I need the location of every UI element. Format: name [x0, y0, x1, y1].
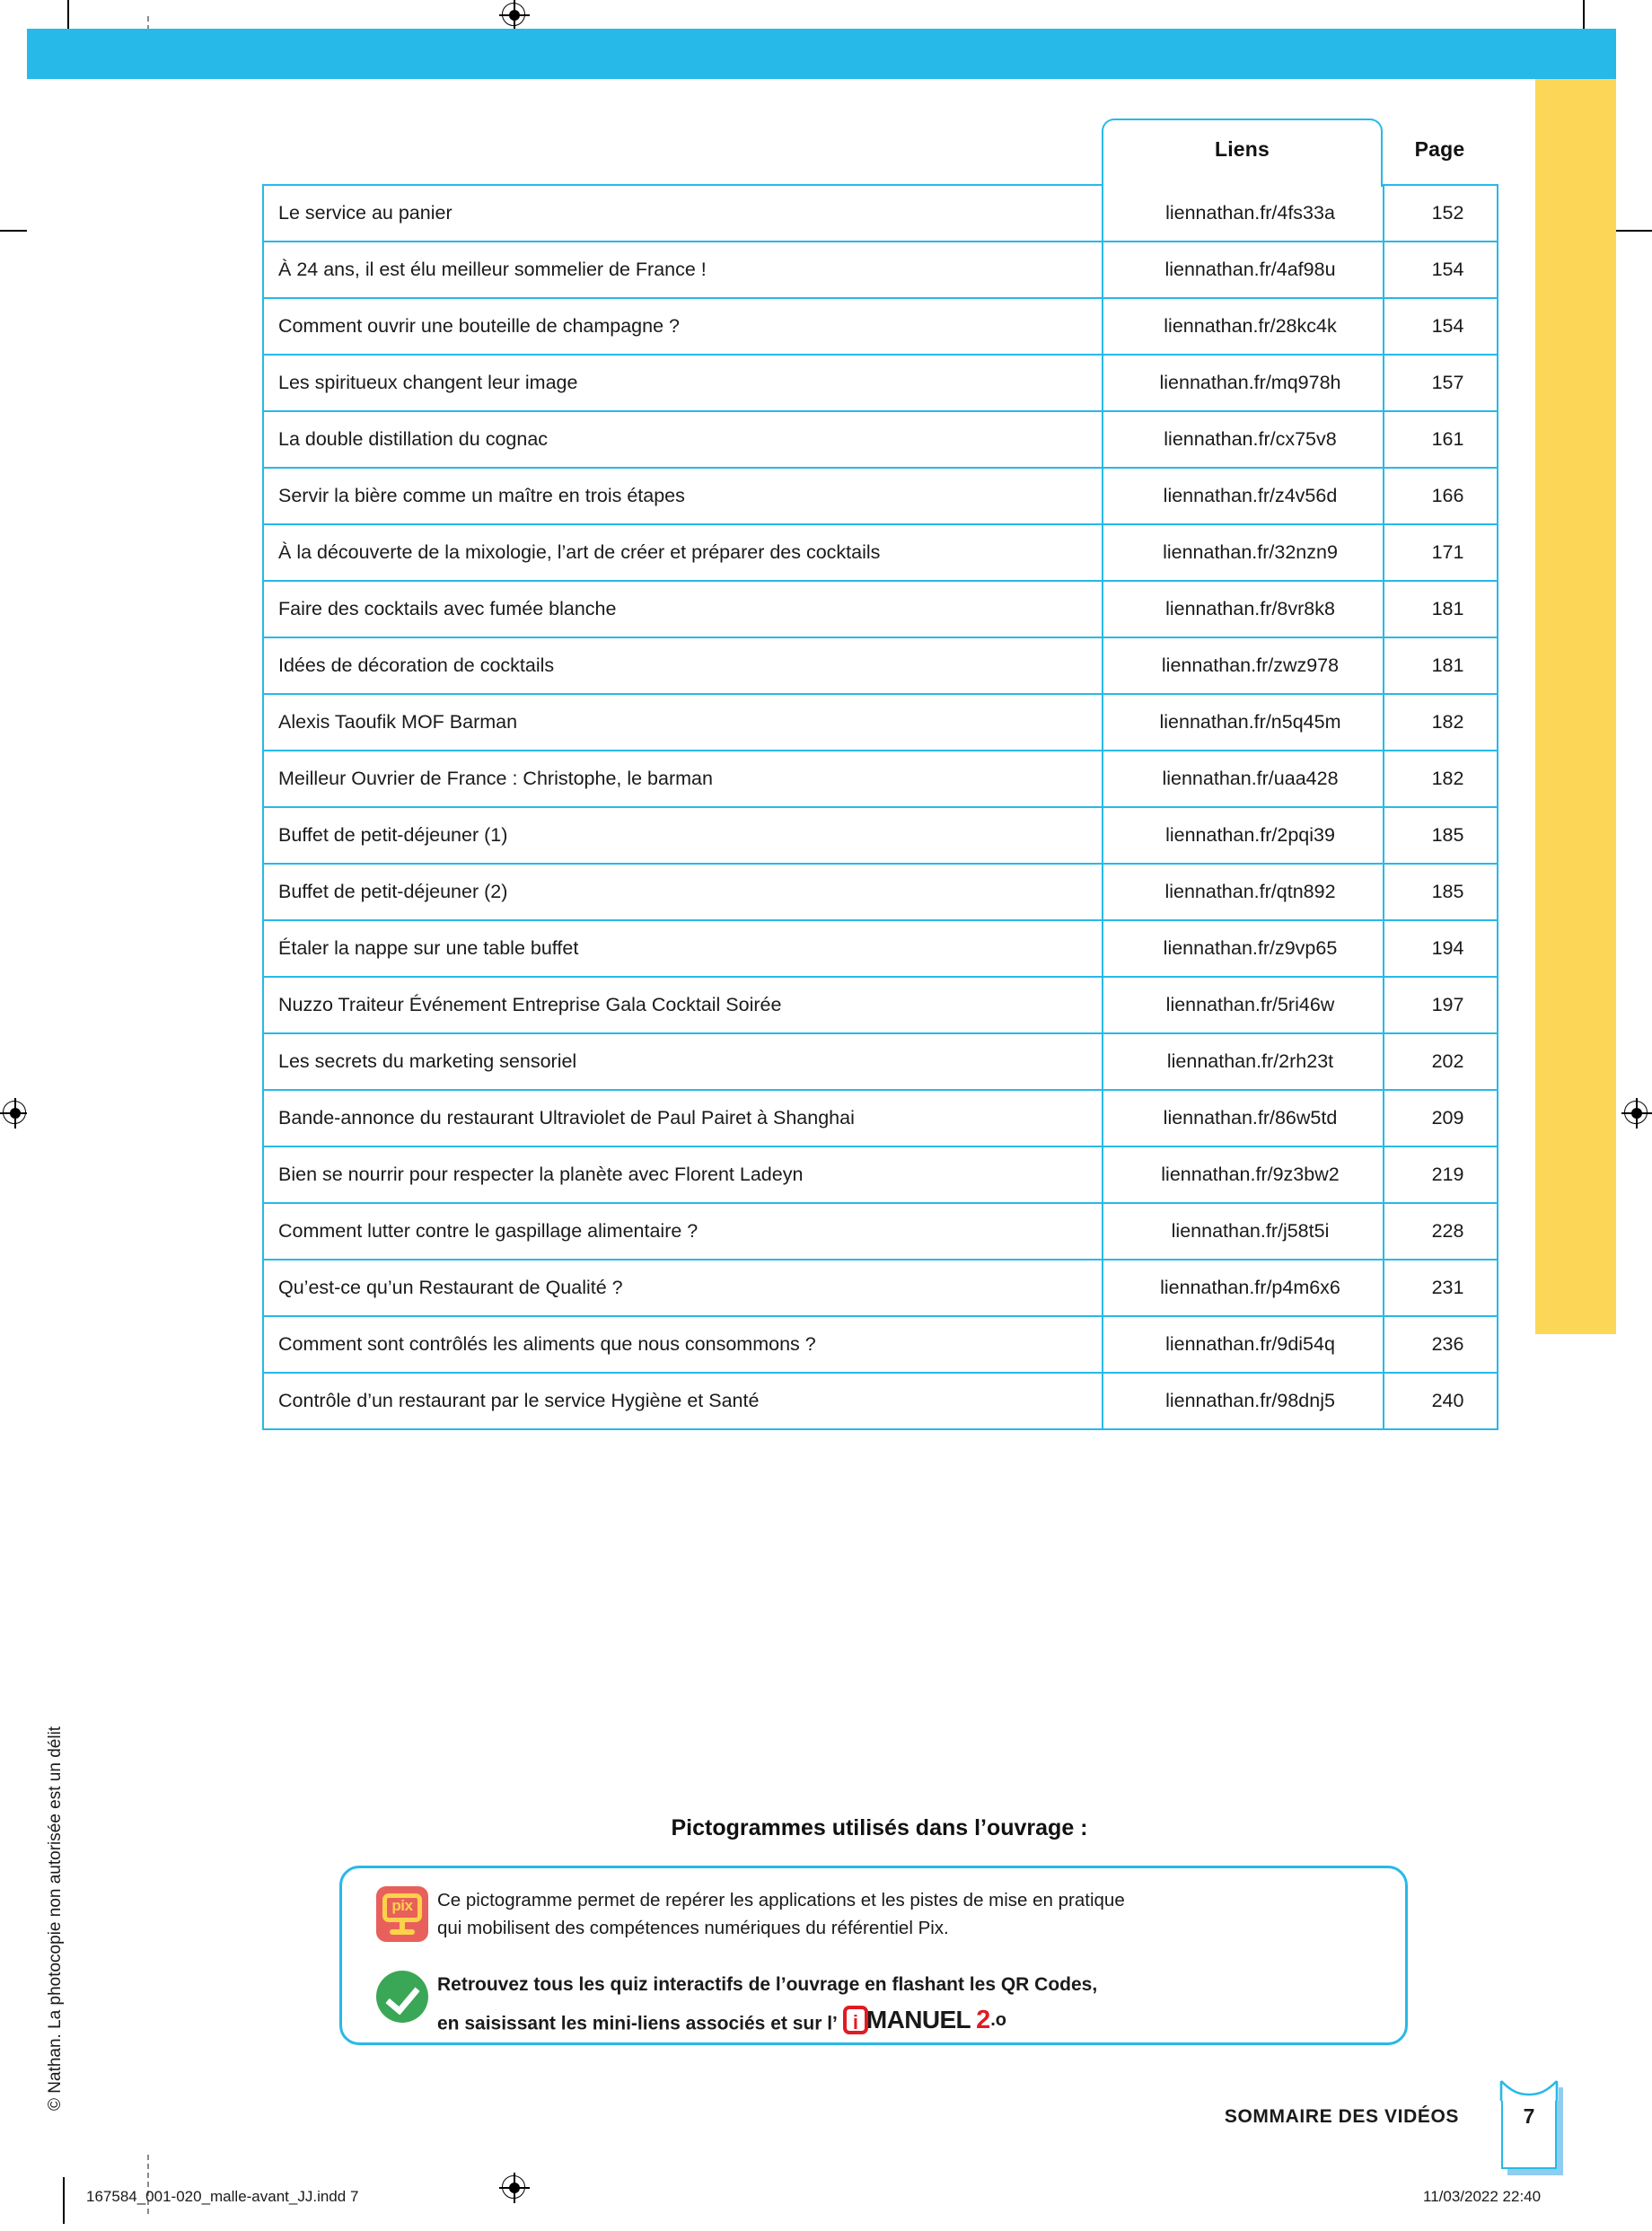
press-file-name: 167584_001-020_malle-avant_JJ.indd 7: [86, 2188, 359, 2205]
cell-page: 154: [1384, 298, 1498, 355]
table-row: [263, 1260, 1498, 1316]
cell-title: Les secrets du marketing sensoriel: [263, 1033, 1103, 1090]
pictogram-item-quiz: [367, 1969, 1097, 2040]
table-row: [263, 355, 1498, 411]
table-row: [263, 242, 1498, 298]
table-row: [263, 920, 1498, 977]
cell-page: 154: [1384, 242, 1498, 298]
running-head-title: SOMMAIRE DES VIDÉOS: [1224, 2106, 1459, 2127]
cell-title: Servir la bière comme un maître en trois étapes: [263, 468, 1103, 524]
cell-page: 209: [1384, 1090, 1498, 1146]
table-row: [263, 468, 1498, 524]
cell-title: Faire des cocktails avec fumée blanche: [263, 581, 1103, 637]
page-tab-notch: [1499, 2079, 1559, 2101]
cell-link[interactable]: liennathan.fr/n5q45m: [1103, 694, 1384, 751]
cell-link[interactable]: liennathan.fr/mq978h: [1103, 355, 1384, 411]
cell-title: Qu’est-ce qu’un Restaurant de Qualité ?: [263, 1260, 1103, 1316]
imanuel-version-number: 2: [976, 2005, 991, 2034]
table-row: [263, 581, 1498, 637]
cell-title: Comment lutter contre le gaspillage alimentaire ?: [263, 1203, 1103, 1260]
cell-title: La double distillation du cognac: [263, 411, 1103, 468]
table-body: [263, 185, 1498, 1429]
video-summary-table: [262, 184, 1498, 1430]
table-row: [263, 1146, 1498, 1203]
cell-link[interactable]: liennathan.fr/z4v56d: [1103, 468, 1384, 524]
cell-title: Idées de décoration de cocktails: [263, 637, 1103, 694]
page-number-tab: [1501, 2081, 1557, 2169]
cell-title: Bien se nourrir pour respecter la planète avec Florent Ladeyn: [263, 1146, 1103, 1203]
cell-link[interactable]: liennathan.fr/2rh23t: [1103, 1033, 1384, 1090]
pictogram-quiz-line-2-text: en saisissant les mini-liens associés et sur l’: [437, 2013, 838, 2034]
pictogram-pix-line-1: Ce pictogramme permet de repérer les applications et les pistes de mise en pratique: [437, 1890, 1125, 1910]
press-timestamp: 11/03/2022 22:40: [1423, 2188, 1542, 2205]
cell-link[interactable]: liennathan.fr/4af98u: [1103, 242, 1384, 298]
cell-page: 219: [1384, 1146, 1498, 1203]
cell-page: 240: [1384, 1373, 1498, 1429]
page-tab-number: 7: [1523, 2104, 1535, 2128]
cell-page: 171: [1384, 524, 1498, 581]
cell-page: 182: [1384, 694, 1498, 751]
cell-title: Bande-annonce du restaurant Ultraviolet de Paul Pairet à Shanghai: [263, 1090, 1103, 1146]
table-row: [263, 1373, 1498, 1429]
pictogram-quiz-description: [437, 1969, 1097, 2040]
registration-mark-left: [0, 1098, 31, 1129]
cell-link[interactable]: liennathan.fr/qtn892: [1103, 864, 1384, 920]
cell-page: 182: [1384, 751, 1498, 807]
pictogram-quiz-line-1: Retrouvez tous les quiz interactifs de l’ouvrage en flashant les QR Codes,: [437, 1974, 1098, 1995]
table-row: [263, 864, 1498, 920]
cell-link[interactable]: liennathan.fr/9di54q: [1103, 1316, 1384, 1373]
crop-mark-right-top: [1612, 230, 1652, 232]
imanuel-badge-letter: i: [852, 2011, 858, 2034]
table-row: [263, 1203, 1498, 1260]
cell-link[interactable]: liennathan.fr/2pqi39: [1103, 807, 1384, 864]
cell-page: 152: [1384, 185, 1498, 242]
column-header-page: Page: [1414, 137, 1465, 161]
cell-page: 194: [1384, 920, 1498, 977]
pix-logo-word: pix: [391, 1897, 413, 1914]
cell-title: Comment sont contrôlés les aliments que nous consommons ?: [263, 1316, 1103, 1373]
registration-mark-top: [499, 0, 530, 31]
cell-link[interactable]: liennathan.fr/28kc4k: [1103, 298, 1384, 355]
cell-page: 202: [1384, 1033, 1498, 1090]
cell-link[interactable]: liennathan.fr/zwz978: [1103, 637, 1384, 694]
pix-logo-icon: [367, 1884, 437, 1942]
cell-link[interactable]: liennathan.fr/p4m6x6: [1103, 1260, 1384, 1316]
cell-title: À 24 ans, il est élu meilleur sommelier de France !: [263, 242, 1103, 298]
imanuel-version-suffix: .o: [990, 2009, 1006, 2030]
cell-link[interactable]: liennathan.fr/z9vp65: [1103, 920, 1384, 977]
table-row: [263, 1033, 1498, 1090]
cell-title: À la découverte de la mixologie, l’art de créer et préparer des cocktails: [263, 524, 1103, 581]
table-row: [263, 637, 1498, 694]
registration-mark-right: [1621, 1098, 1652, 1129]
table-row: [263, 751, 1498, 807]
table-row: [263, 977, 1498, 1033]
cell-link[interactable]: liennathan.fr/cx75v8: [1103, 411, 1384, 468]
pictograms-section-title: Pictogrammes utilisés dans l’ouvrage :: [671, 1815, 1088, 1840]
table-row: [263, 1090, 1498, 1146]
pictogram-pix-description: [437, 1884, 1125, 1942]
pictogram-pix-line-2: qui mobilisent des compétences numériques du référentiel Pix.: [437, 1918, 949, 1939]
cell-page: 197: [1384, 977, 1498, 1033]
cell-link[interactable]: liennathan.fr/86w5td: [1103, 1090, 1384, 1146]
cell-page: 181: [1384, 637, 1498, 694]
green-check-icon: [367, 1969, 437, 2023]
table-row: [263, 411, 1498, 468]
cell-page: 181: [1384, 581, 1498, 637]
cell-link[interactable]: liennathan.fr/4fs33a: [1103, 185, 1384, 242]
table-row: [263, 298, 1498, 355]
cell-title: Le service au panier: [263, 185, 1103, 242]
cell-title: Meilleur Ouvrier de France : Christophe, le barman: [263, 751, 1103, 807]
cell-title: Buffet de petit-déjeuner (2): [263, 864, 1103, 920]
column-header-links: Liens: [1214, 137, 1270, 161]
cell-title: Alexis Taoufik MOF Barman: [263, 694, 1103, 751]
pictograms-box: [339, 1866, 1408, 2045]
press-footer-rule: [63, 2177, 65, 2224]
table-row: [263, 185, 1498, 242]
cell-page: 157: [1384, 355, 1498, 411]
cell-title: Buffet de petit-déjeuner (1): [263, 807, 1103, 864]
cell-link[interactable]: liennathan.fr/32nzn9: [1103, 524, 1384, 581]
cell-page: 161: [1384, 411, 1498, 468]
table-row: [263, 524, 1498, 581]
imanuel-logo: [843, 2000, 1006, 2041]
table-row: [263, 807, 1498, 864]
cell-link[interactable]: liennathan.fr/8vr8k8: [1103, 581, 1384, 637]
cell-link[interactable]: liennathan.fr/98dnj5: [1103, 1373, 1384, 1429]
cell-title: Étaler la nappe sur une table buffet: [263, 920, 1103, 977]
cell-link[interactable]: liennathan.fr/9z3bw2: [1103, 1146, 1384, 1203]
cell-page: 231: [1384, 1260, 1498, 1316]
pictogram-quiz-line-2: [437, 2000, 1097, 2041]
registration-mark-bottom: [499, 2173, 530, 2203]
cell-page: 166: [1384, 468, 1498, 524]
cell-page: 185: [1384, 864, 1498, 920]
cell-page: 185: [1384, 807, 1498, 864]
video-summary-table-wrapper: [262, 137, 1497, 1430]
cell-title: Les spiritueux changent leur image: [263, 355, 1103, 411]
cell-title: Contrôle d’un restaurant par le service Hygiène et Santé: [263, 1373, 1103, 1429]
cell-link[interactable]: liennathan.fr/uaa428: [1103, 751, 1384, 807]
table-row: [263, 694, 1498, 751]
pictogram-item-pix: [367, 1884, 1125, 1942]
blue-header-band: [27, 29, 1616, 79]
cell-link[interactable]: liennathan.fr/5ri46w: [1103, 977, 1384, 1033]
cell-page: 236: [1384, 1316, 1498, 1373]
cell-link[interactable]: liennathan.fr/j58t5i: [1103, 1203, 1384, 1260]
table-row: [263, 1316, 1498, 1373]
cell-page: 228: [1384, 1203, 1498, 1260]
cell-title: Comment ouvrir une bouteille de champagne ?: [263, 298, 1103, 355]
imanuel-wordmark: MANUEL: [866, 2006, 971, 2034]
cell-title: Nuzzo Traiteur Événement Entreprise Gala Cocktail Soirée: [263, 977, 1103, 1033]
copyright-notice: © Nathan. La photocopie non autorisée est un délit: [46, 1726, 65, 2111]
imanuel-badge-icon: [843, 2006, 868, 2034]
